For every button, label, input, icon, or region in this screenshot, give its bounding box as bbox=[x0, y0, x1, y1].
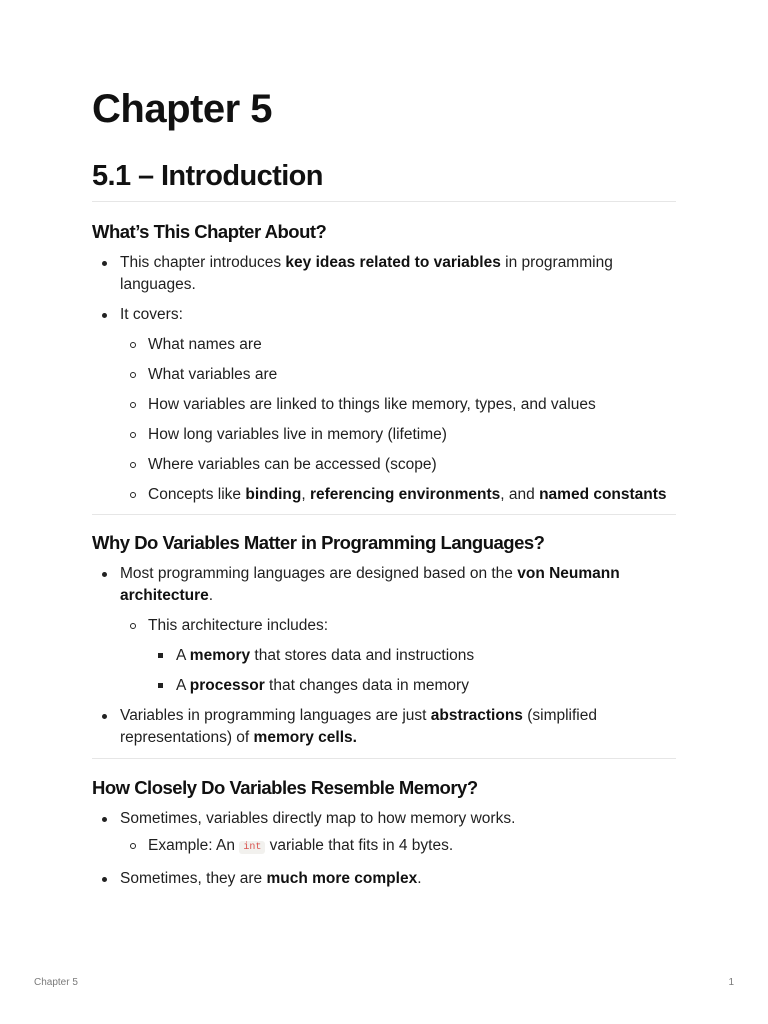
variables-matter-list bbox=[92, 563, 676, 749]
section-divider bbox=[92, 201, 676, 202]
heading-resemble-memory: How Closely Do Variables Resemble Memory? bbox=[92, 777, 478, 798]
covers-sublist bbox=[120, 334, 676, 506]
list-item: Sometimes, variables directly map to how memory works. Example: An int variable that fits in 4 bytes. bbox=[92, 808, 676, 860]
heading-chapter-about: What’s This Chapter About? bbox=[92, 221, 327, 242]
list-item: A memory that stores data and instructions bbox=[148, 645, 676, 667]
list-item: Example: An int variable that fits in 4 bytes. bbox=[120, 835, 676, 860]
list-item: Concepts like binding, referencing environments, and named constants bbox=[120, 484, 676, 506]
resemble-memory-list bbox=[92, 808, 676, 890]
section-divider bbox=[92, 514, 676, 515]
chapter-title: Chapter 5 bbox=[92, 87, 272, 131]
list-item: Variables in programming languages are just abstractions (simplified representations) of memory cells. bbox=[92, 705, 676, 749]
list-item: Most programming languages are designed based on the von Neumann architecture. This architecture includes: A memory that stores data and instructions A processor that changes data in memory bbox=[92, 563, 676, 697]
list-item: A processor that changes data in memory bbox=[148, 675, 676, 697]
heading-variables-matter: Why Do Variables Matter in Programming Languages? bbox=[92, 532, 545, 553]
architecture-components bbox=[148, 645, 676, 697]
section-divider bbox=[92, 758, 676, 759]
chapter-about-list bbox=[92, 252, 676, 506]
footer-chapter-label: Chapter 5 bbox=[34, 977, 78, 988]
list-item: Sometimes, they are much more complex. bbox=[92, 868, 676, 890]
architecture-sublist bbox=[120, 615, 676, 697]
document-page bbox=[92, 86, 676, 890]
example-sublist bbox=[120, 835, 676, 860]
list-item: It covers: What names are What variables are How variables are linked to things like memory, types, and values How long variables live in memory (lifetime) Where variables can be accessed (scope) Concepts like binding, referencing environments, and named constants bbox=[92, 304, 676, 506]
list-item: What names are bbox=[120, 334, 676, 356]
list-item: This architecture includes: A memory that stores data and instructions A processor that changes data in memory bbox=[120, 615, 676, 697]
list-item: Where variables can be accessed (scope) bbox=[120, 454, 676, 476]
list-item: How variables are linked to things like memory, types, and values bbox=[120, 394, 676, 416]
section-title: 5.1 – Introduction bbox=[92, 160, 323, 192]
list-item: This chapter introduces key ideas related to variables in programming languages. bbox=[92, 252, 676, 296]
inline-code: int bbox=[239, 841, 265, 854]
list-item: How long variables live in memory (lifetime) bbox=[120, 424, 676, 446]
list-item: What variables are bbox=[120, 364, 676, 386]
footer-page-number: 1 bbox=[728, 977, 734, 988]
